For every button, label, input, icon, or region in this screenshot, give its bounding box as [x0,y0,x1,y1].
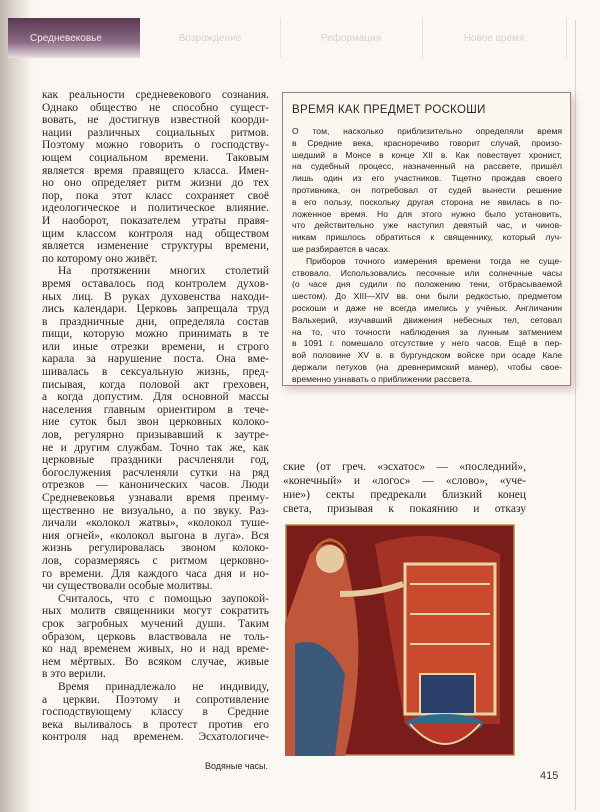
right-column-text [283,460,526,516]
text-line: шестом). До XIII—XIV вв. они были редкостью, предметом [292,291,562,302]
text-line: ние») секты предрекали близкий конец [283,489,526,501]
text-line: Средневековья узнавали время преиму- [42,492,269,504]
text-line: в Средние века, красноречиво говорит случай, произо- [292,137,562,148]
text-line: образом, церковь властвовала не толь- [42,630,269,643]
text-line: века выливалось в протест против его [42,718,269,731]
text-line: держали петухов (на древнеримский манер), чтобы свое- [292,361,562,372]
book-gutter-shadow [0,0,34,812]
text-line: света, призывая к покаянию и отказу [283,503,526,515]
text-line: На протяжении многих столетий [58,265,269,278]
text-line: временно узнавать о приближении рассвета. [292,373,473,384]
text-line: господствующему классу в Средние [42,706,269,719]
page-number: 415 [540,770,559,782]
text-line: И наоборот, показателем утраты правя- [42,214,269,227]
text-line: не и другим службам. Точно так же, как [42,441,269,454]
chapter-tabs [8,18,573,58]
text-line: ствовало. Использовались песочные или солнечные часы [292,267,562,278]
text-line: в его пользу, поскольку другая сторона не явилась в по- [292,196,562,207]
text-line: лов, соразмеряясь с ритмом церковно- [42,554,269,567]
text-line: отрезков — канонических часов. Люди [42,479,269,492]
text-line: шедший в Монсе в конце XII в. Как повествует хронист, [292,149,562,160]
text-line: пор, пока этот класс сохраняет своё [42,189,269,202]
text-line: в праздничные дни, определяла состав [42,315,269,328]
text-line: в это верили. [42,668,106,681]
text-line: пищи, которую можно принимать в те [42,328,269,341]
text-line: но оно определяет ритм жизни до тех [42,177,269,190]
text-line: на то, что точности наблюдения за лунным затмением [292,326,562,337]
text-line: чи существовали особые молитвы. [42,580,213,593]
text-line: щим классом контроля над обществом [42,227,269,240]
text-line: Однако общество не способно сущест- [42,101,269,114]
tab-middle-ages: Средневековье [8,18,140,58]
text-line: нации различных социальных ритмов. [42,126,269,139]
text-line: нем мёртвых. Во всяком случае, живые [42,655,269,668]
text-line: щественно не визуально, а по звуку. Раз- [42,504,269,517]
sidebar-box-body [292,126,562,386]
text-line: что действительно уже наступил девятый час, и чинов- [292,220,562,231]
text-line: лов, регулярно призывавший к заутре- [42,429,269,442]
text-line: Поэтому можно говорить о господству- [42,139,269,152]
text-line: Время принадлежало не индивиду, [58,680,269,693]
text-line: населения главным ориентиром в тече- [42,403,269,416]
tab-reformation: Реформация [280,18,423,58]
text-line: ложенное время. Но для этого нужно было установить, [292,208,562,219]
sidebar-box [282,92,571,386]
text-line: никам пришлось обратиться к священнику, который луч- [292,232,562,243]
text-line: шивалась в сексуальную жизнь, пред- [42,366,269,379]
text-line: ские (от греч. «эсхатос» — «последний», [283,461,526,473]
text-line: (о часе дня судили по положению тени, отбрасываемой [292,279,562,290]
text-line: или иные отрезки времени, и строго [42,340,269,353]
text-line: противника, он потребовал от судей вынести решение [292,184,562,195]
text-line: а церкви. Поэтому и сопротивление [42,693,269,706]
page-rule [575,20,576,810]
text-line: роскоши и даже не всегда имелись у учёных. Англичанин [292,302,562,313]
text-line: писывая, когда половой акт греховен, [42,378,269,391]
text-line: богослужения расчленяли сутки на ряд [42,466,269,479]
text-line: срок загробных мучений души. Таким [42,617,269,630]
text-line: Считалось, что с помощью заупокой- [58,592,269,605]
text-line: как реальности средневекового сознания. [42,89,269,101]
text-line: время оставалось под контролем духов- [42,277,269,290]
text-line: жизнь регулировалась звоном колоко- [42,542,269,555]
text-line: идеологическое и политическое влияние. [42,202,269,215]
text-line: является изменение структуры времени, [42,240,269,253]
text-line: церковные праздники расчленяли год, [42,454,269,467]
text-line: карала за нарушение поста. Она вме- [42,353,269,366]
text-line: ше разбирается в часах. [292,243,391,254]
text-line: ных лиц. В руках духовенства находи- [42,290,269,303]
tab-modern-times: Новое время [422,18,567,58]
text-line: Вальхерий, изучавший движения небесных тел, сетовал [292,314,562,325]
text-line: О том, насколько приблизительно определяли время [292,126,562,136]
text-line: ния огней», «колокол выгона в луга». Вся [42,529,269,542]
sidebar-box-title: ВРЕМЯ КАК ПРЕДМЕТ РОСКОШИ [292,104,486,116]
left-column-text [42,89,269,744]
text-line: вой половине XV в. в бургундском войске при осаде Кале [292,350,562,361]
text-line: ющем социальном времени. Таковым [42,151,269,164]
text-line: ние суток был звон церковных колоко- [42,416,269,429]
text-line: ко над временем живых, но и над време- [42,643,269,656]
text-line: по которому оно живёт. [42,252,158,265]
text-line: является время правящего класса. Имен- [42,164,269,177]
text-line: Приборов точного измерения времени тогда не суще- [306,255,562,266]
illustration-caption: Водяные часы. [204,761,268,771]
text-line: на судебный процесс, назначенный на рассвете, пришёл [292,161,562,172]
text-line: «конечный» и «логос» — «слово», «уче- [283,475,526,487]
text-line: лись календари. Церковь запрещала труд [42,303,269,316]
text-line: го времени. Для каждого часа дня и но- [42,567,269,580]
text-line: лишь один из его участников. Тщетно прождав своего [292,173,562,184]
water-clock-illustration [285,524,515,756]
text-line: ных молитв священники могут сократить [42,605,269,618]
text-line: в 1091 г. помешало отсутствие у него часов. Ещё в пер- [292,338,562,349]
tab-renaissance: Возрождение [140,18,281,58]
text-line: личали «колокол жатвы», «колокол туше- [42,517,269,530]
text-line: а когда допустим. Для основной массы [42,391,269,404]
text-line: вовать, не достигнув известной коорди- [42,114,269,127]
text-line: контроля над временем. Эсхатологиче- [42,731,269,744]
